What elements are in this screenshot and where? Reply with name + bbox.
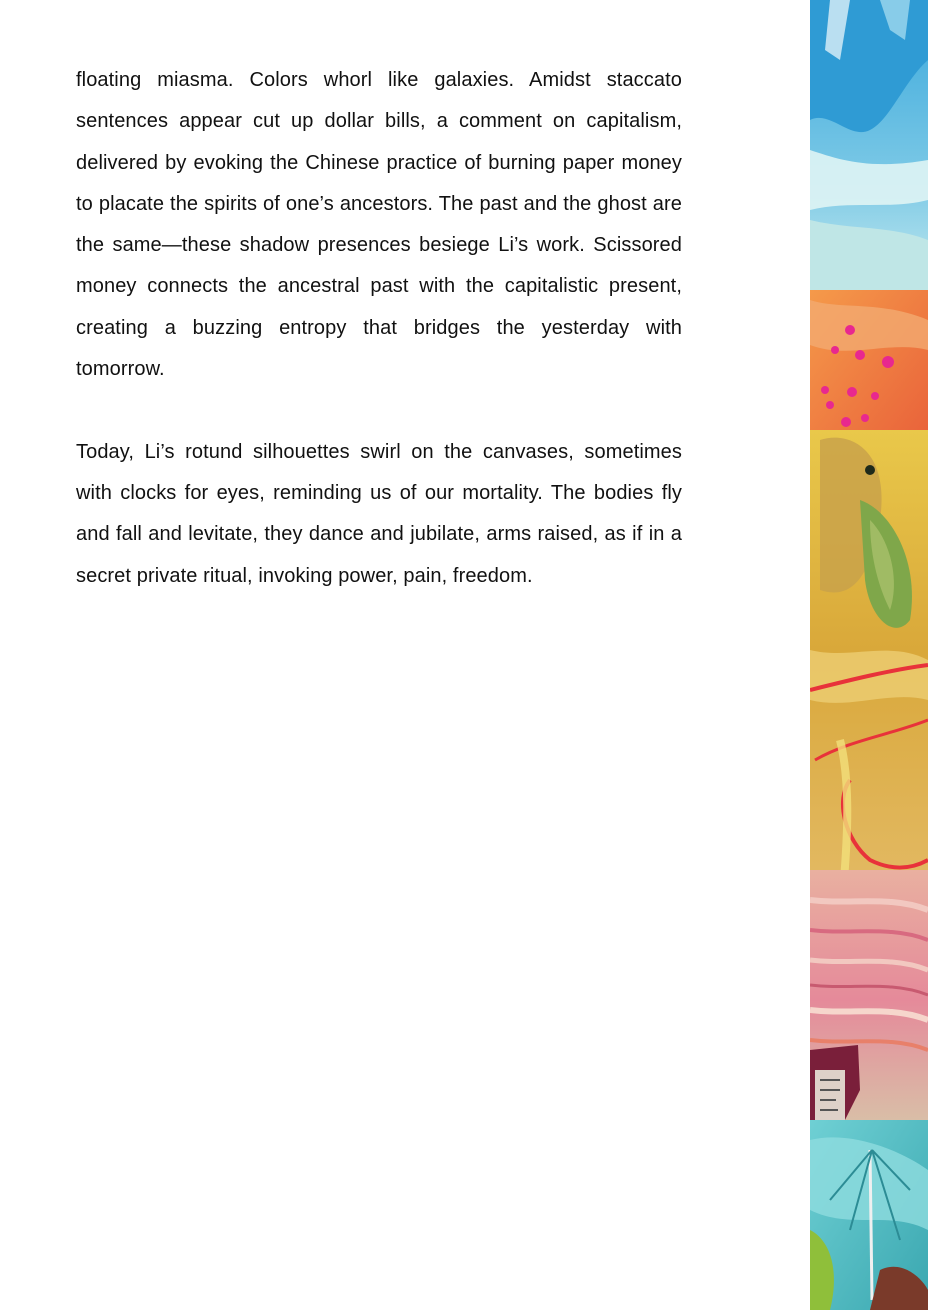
paragraph: floating miasma. Colors whorl like galaxies. Amidst staccato sentences appear cut up dollar bills, a comment on capitalism, delivered by evoking the Chinese practice of burning paper money to placate the spirits of one’s ancestors. The past and the ghost are the same—these shadow presences besiege Li’s work. Scissored money connects the ancestral past with the capitalistic present, creating a buzzing entropy that bridges the yesterday with tomorrow.	[76, 69, 682, 381]
collage-artwork-strip	[810, 0, 928, 1310]
article-body	[76, 60, 682, 597]
paragraph: Today, Li’s rotund silhouettes swirl on the canvases, sometimes with clocks for eyes, reminding us of our mortality. The bodies fly and fall and levitate, they dance and jubilate, arms raised, as if in a secret private ritual, invoking power, pain, freedom.	[76, 440, 682, 587]
